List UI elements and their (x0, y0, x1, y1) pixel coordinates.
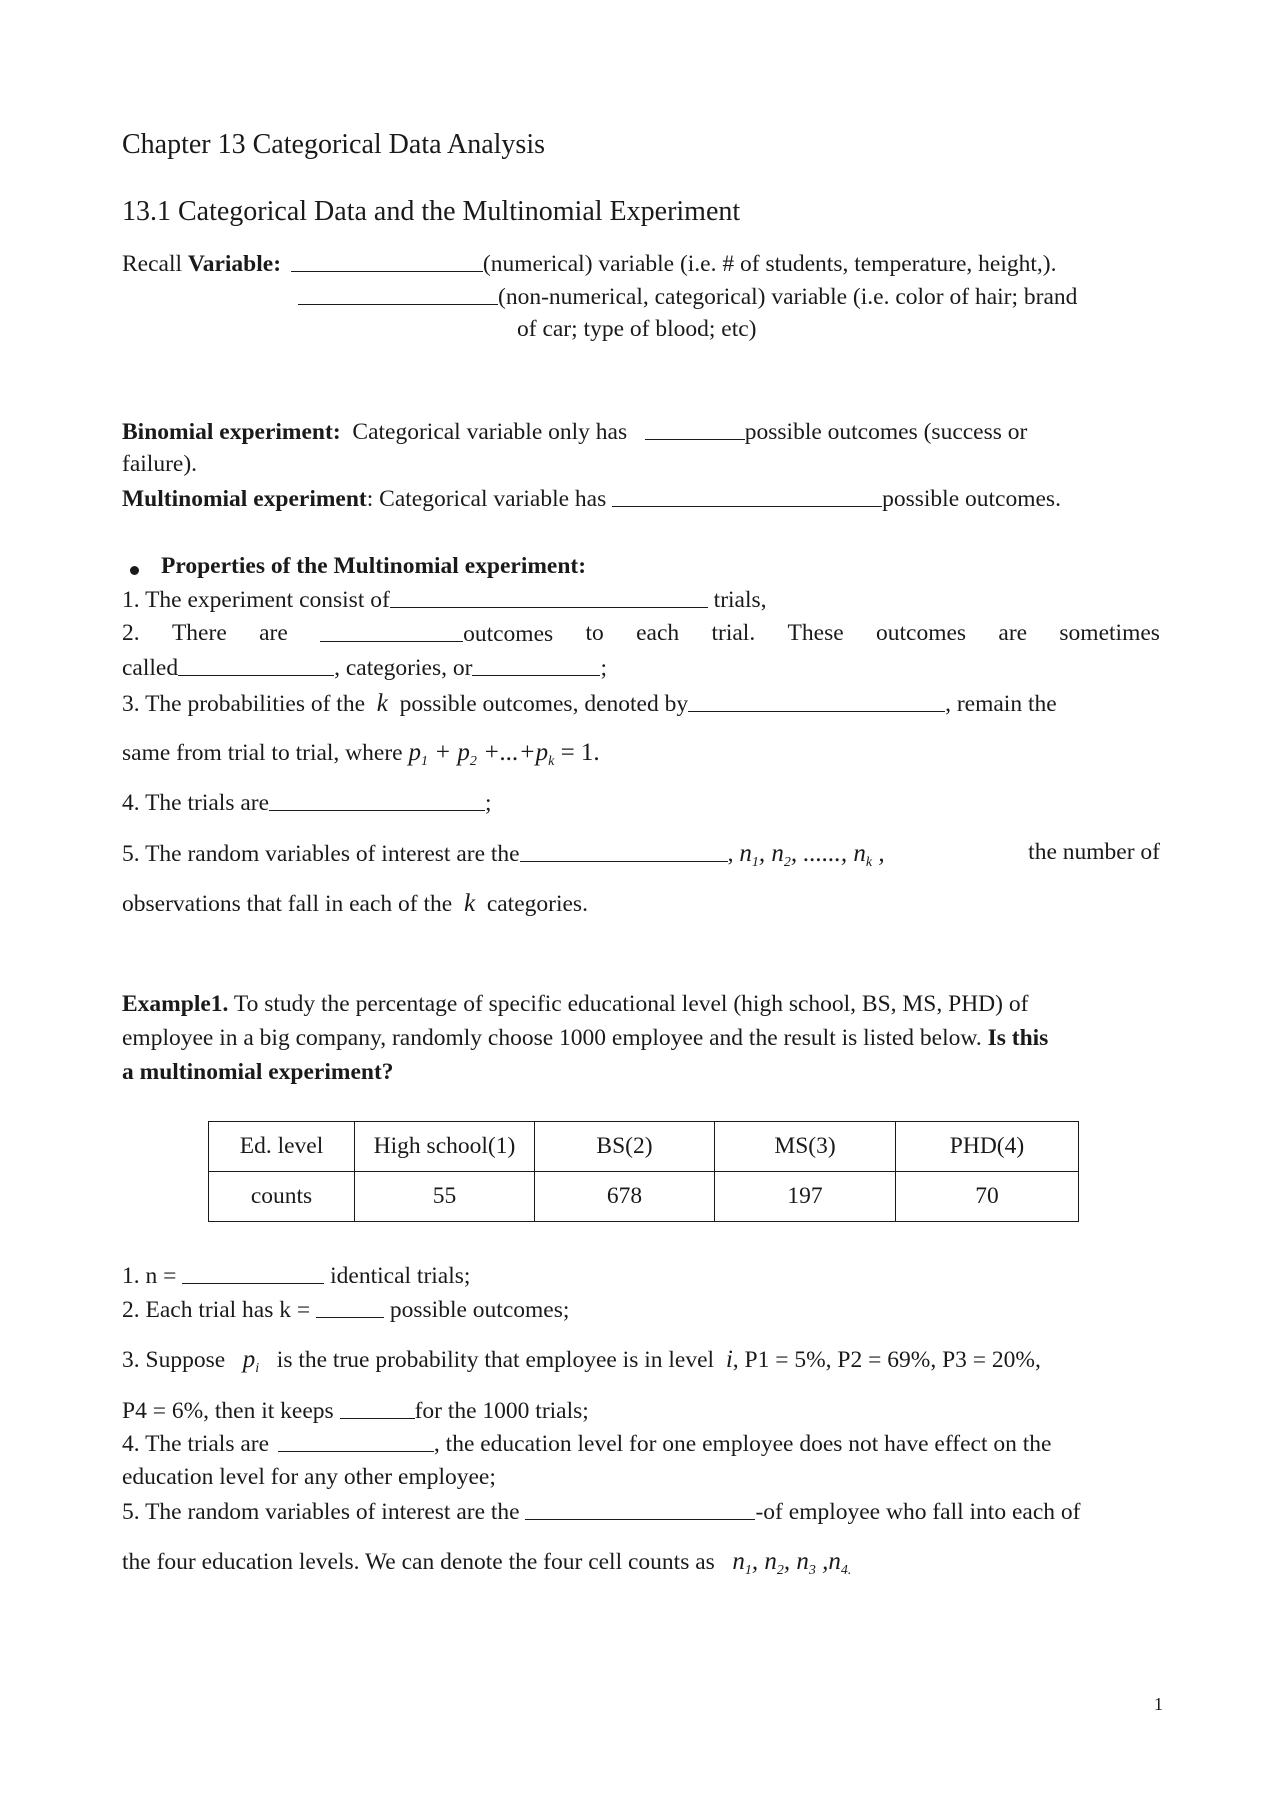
blank-field (269, 791, 485, 811)
blank-field (520, 842, 728, 862)
table-header: BS(2) (535, 1122, 715, 1172)
word: There (171, 620, 227, 646)
property-1-end: trials, (713, 587, 767, 613)
answer-1-end: identical trials; (330, 1263, 471, 1289)
binomial-text: Categorical variable only has (352, 419, 628, 445)
property-2-cont (122, 656, 607, 681)
blank-field (472, 656, 600, 676)
answer-2 (122, 1298, 569, 1323)
property-2-categories: , categories, or (334, 655, 473, 681)
answer-4-text: 4. The trials are (122, 1431, 270, 1457)
word: outcomes (875, 620, 967, 646)
blank-with-word (320, 622, 553, 647)
word: to (585, 620, 604, 646)
blank-field (612, 487, 882, 507)
property-3-text-c: , remain the (945, 691, 1057, 717)
property-2 (122, 622, 1160, 647)
example-label: Example1. (122, 991, 229, 1017)
word: each (636, 620, 680, 646)
blank-field (645, 420, 745, 440)
p-sub-i: $p_i$ (242, 1346, 260, 1376)
blank-field (340, 1399, 415, 1419)
binomial-line (122, 420, 1027, 445)
property-4-text: 4. The trials are (122, 790, 270, 816)
word: are (259, 620, 288, 646)
cell-counts: $n_1$, $n_2$, $n_3$ $,n_{4.}$ (732, 1548, 852, 1578)
answer-3 (122, 1346, 1041, 1376)
property-3-left (122, 691, 1057, 717)
answer-3-cont-end: for the 1000 trials; (414, 1398, 589, 1424)
table-row-label: counts (209, 1172, 355, 1222)
table-row (209, 1172, 1079, 1222)
property-2-end: ; (600, 655, 607, 681)
blank-field (278, 1432, 434, 1452)
table-cell: 70 (896, 1172, 1079, 1222)
answer-4-cont: education level for any other employee; (122, 1464, 496, 1490)
blank-field (298, 285, 498, 305)
education-table (208, 1121, 1079, 1222)
table-cell: 678 (535, 1172, 715, 1222)
count-variables: $n_1$, $n_2$, ......, $n_k$ , (739, 840, 885, 870)
property-1 (122, 588, 767, 613)
recall-line2-text: (non-numerical, categorical) variable (i.e. color of hair; brand (498, 284, 1078, 310)
properties-heading-text: Properties of the Multinomial experiment: (161, 553, 587, 579)
recall-line-3: of car; type of blood; etc) (517, 316, 757, 342)
section-title: 13.1 Categorical Data and the Multinomial Experiment (122, 196, 741, 227)
answer-5-text-b: -of employee who fall into each of (755, 1499, 1081, 1525)
property-5-end: the number of (1028, 839, 1160, 865)
property-5-left: 5. The random variables of interest are the , $n_1$, $n_2$, ......, $n_k$ , (122, 840, 885, 870)
word: are (998, 620, 1028, 646)
answer-3-cont-text: P4 = 6%, then it keeps (122, 1398, 334, 1424)
property-3-text: 3. The probabilities of the (122, 691, 365, 717)
answer-5-cont (122, 1548, 852, 1578)
answer-3-text-b: is the true probability that employee is in level (276, 1347, 715, 1373)
answer-1-text: 1. n = (122, 1263, 177, 1289)
word: These (787, 620, 844, 646)
answer-3-cont (122, 1399, 589, 1424)
blank-field (182, 1264, 324, 1284)
multinomial-label: Multinomial experiment (122, 486, 367, 512)
answer-5-cont-text: the four education levels. We can denote the four cell counts as (122, 1549, 715, 1575)
answer-1 (122, 1264, 470, 1289)
answer-3-text: 3. Suppose (122, 1347, 226, 1373)
word: 2. (122, 620, 140, 646)
math-i: i (725, 1346, 733, 1373)
property-5-cont-text: observations that fall in each of the (122, 891, 453, 917)
word: sometimes (1059, 620, 1160, 646)
multinomial-text-b: possible outcomes. (882, 486, 1061, 512)
recall-line1-text: (numerical) variable (i.e. # of students, temperature, height,). (482, 251, 1057, 277)
chapter-title: Chapter 13 Categorical Data Analysis (122, 129, 545, 160)
property-4-end: ; (485, 790, 492, 816)
answer-4-text-b: , the education level for one employee does not have effect on the (433, 1431, 1052, 1457)
math-k: k (463, 890, 476, 917)
binomial-line-2: failure). (122, 451, 198, 477)
answer-5-text: 5. The random variables of interest are the (122, 1499, 520, 1525)
word: trial. (711, 620, 756, 646)
answer-2-end: possible outcomes; (389, 1297, 570, 1323)
example-line-2 (122, 1027, 1048, 1051)
table-header: Ed. level (209, 1122, 355, 1172)
properties-heading (161, 555, 586, 579)
answer-3-probabilities: , P1 = 5%, P2 = 69%, P3 = 20%, (732, 1347, 1041, 1373)
table-header: High school(1) (355, 1122, 535, 1172)
example-line-3 (122, 1061, 394, 1085)
blank-field (390, 588, 708, 608)
blank-field (525, 1500, 755, 1520)
word: outcomes (463, 621, 554, 647)
answer-4 (122, 1432, 1051, 1457)
blank-field (178, 656, 334, 676)
example-text: To study the percentage of specific educational level (high school, BS, MS, PHD) of (233, 991, 1029, 1017)
property-5-cont (122, 891, 588, 917)
sum-equals-one: = 1. (560, 739, 600, 766)
table-header-row (209, 1122, 1079, 1172)
blank-field (316, 1298, 384, 1318)
property-3-cont-text: same from trial to trial, where (122, 740, 403, 766)
recall-label: Variable: (187, 251, 282, 277)
property-5-cont-end: categories. (486, 891, 588, 917)
example-line-1 (122, 993, 1160, 1017)
property-1-text: 1. The experiment consist of (122, 587, 390, 613)
math-k: k (376, 690, 388, 717)
binomial-text-b: possible outcomes (success or (744, 419, 1028, 445)
recall-prefix: Recall (122, 251, 188, 277)
example-question-b: a multinomial experiment? (122, 1059, 394, 1085)
recall-line-2 (298, 285, 1077, 310)
page-number: 1 (1154, 1694, 1163, 1714)
property-3-cont (122, 739, 600, 769)
bullet-icon (130, 566, 139, 575)
multinomial-text: : Categorical variable has (366, 486, 607, 512)
multinomial-line (122, 487, 1061, 512)
table-header: PHD(4) (896, 1122, 1079, 1172)
binomial-label: Binomial experiment: (122, 419, 341, 445)
sum-equation: $p_1 + p_2 +...+p_k$ (408, 739, 555, 769)
property-5-text: 5. The random variables of interest are the (122, 841, 520, 867)
property-3-text-b: possible outcomes, denoted by (399, 691, 689, 717)
property-5 (122, 839, 1160, 870)
example-question-a: Is this (987, 1025, 1049, 1051)
example-text-2: employee in a big company, randomly choose 1000 employee and the result is listed below. (122, 1025, 982, 1051)
recall-line-1 (122, 252, 1057, 277)
table-cell: 197 (715, 1172, 896, 1222)
answer-2-text: 2. Each trial has k = (122, 1297, 311, 1323)
blank-field (688, 692, 945, 712)
property-4 (122, 791, 492, 816)
blank-field (320, 622, 463, 642)
table-cell: 55 (355, 1172, 535, 1222)
property-2-called: called (122, 655, 179, 681)
property-3 (122, 691, 1160, 717)
table-header: MS(3) (715, 1122, 896, 1172)
blank-field (291, 252, 483, 272)
answer-5 (122, 1500, 1080, 1525)
